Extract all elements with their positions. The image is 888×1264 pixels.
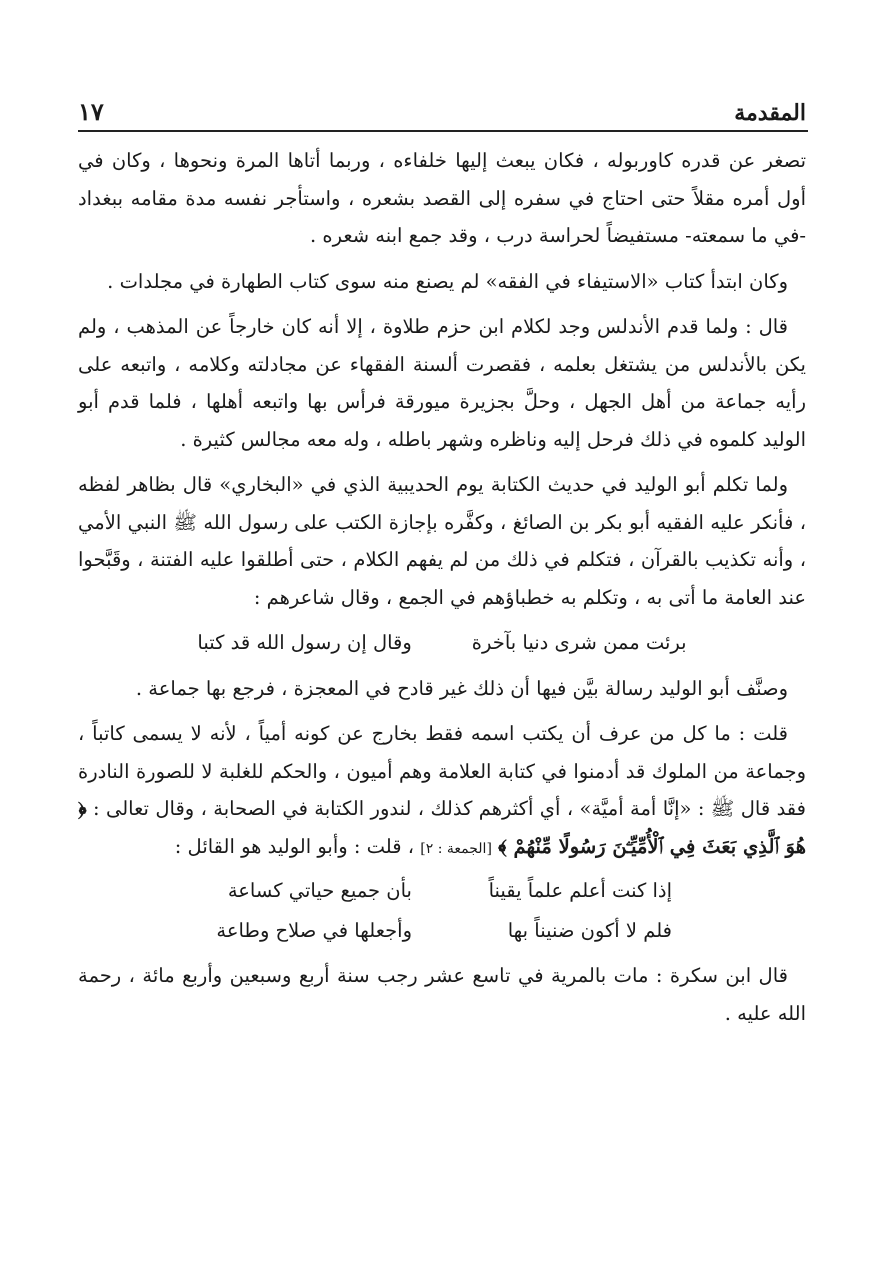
verse-hemistich-right: إذا كنت أعلم علماً يقيناً (488, 879, 672, 902)
verse-hemistich-right: برئت ممن شرى دنيا بآخرة (471, 631, 687, 654)
verse-hemistich-left: بأن جميع حياتي كساعة (227, 879, 412, 902)
paragraph: ولما تكلم أبو الوليد في حديث الكتابة يوم الحديبية الذي في «البخاري» قال بظاهر لفظه ، فأنكر عليه الفقيه أبو بكر بن الصائغ ، وكفَّره بإجازة الكتب على رسول الله ﷺ النبي الأمي ، وأنه تكذيب بالقرآن ، فتكلم في ذلك من لم يفهم الكلام ، حتى أطلقوا عليه الفتنة ، وقَبَّحوا عند العامة ما أتى به ، وتكلم به خطباؤهم في الجمع ، وقال شاعرهم : (78, 473, 806, 609)
page-number: ١٧ (78, 97, 104, 126)
verse-hemistich-right: فلم لا أكون ضنيناً بها (507, 918, 672, 942)
poem-verse (78, 912, 806, 950)
verse-hemistich-left: وقال إن رسول الله قد كتبا (197, 631, 412, 654)
quran-verse: ﴿ هُوَ ٱلَّذِي بَعَثَ فِي ٱلْأُمِّيِّـۧنَ رَسُولًا مِّنْهُمْ ﴾ (78, 797, 806, 858)
poem-verse (78, 872, 806, 910)
paragraph: وكان ابتدأ كتاب «الاستيفاء في الفقه» لم يصنع منه سوى كتاب الطهارة في مجلدات . (107, 269, 788, 293)
paragraph: قال ابن سكرة : مات بالمرية في تاسع عشر رجب سنة أربع وسبعين وأربع مائة ، رحمة الله عليه . (78, 964, 806, 1025)
quran-after-text: ، قلت : وأبو الوليد هو القائل : (174, 834, 415, 858)
paragraph-with-quran (78, 715, 806, 868)
paragraph-text: قلت : ما كل من عرف أن يكتب اسمه فقط بخارج عن كونه أمياً ، لأنه لا يسمى كاتباً ، وجماعة من الملوك قد أدمنوا في كتابة العلامة وهم أميون ، والحكم للغلبة لا للصورة النادرة فقد قال ﷺ : «إنَّا أمة أميَّة» ، أي أكثرهم كذلك ، لندور الكتابة في الصحابة ، وقال تعالى : (78, 722, 806, 820)
poem-verse (78, 624, 806, 662)
paragraph: قال : ولما قدم الأندلس وجد لكلام ابن حزم طلاوة ، إلا أنه كان خارجاً عن المذهب ، ولم يكن بالأندلس من يشتغل بعلمه ، فقصرت ألسنة الفقهاء عن مجادلته وكلامه ، واتبعه على رأيه جماعة من أهل الجهل ، وحلَّ بجزيرة ميورقة فرأس بها واتبعه أهلها ، فلما قدم أبو الوليد كلموه في ذلك فرحل إليه وناظره وشهر باطله ، وله معه مجالس كثيرة . (78, 315, 806, 451)
header-rule (78, 130, 808, 132)
running-title: المقدمة (734, 100, 806, 126)
verse-hemistich-left: وأجعلها في صلاح وطاعة (216, 918, 412, 942)
paragraph: تصغر عن قدره كاوربوله ، فكان يبعث إليها خلفاءه ، وربما أتاها المرة ونحوها ، وكان في أول أمره مقلاً حتى احتاج في سفره إلى القصد بشعره ، واستأجر نفسه مدة مقامه ببغداد -في ما سمعته- مستفيضاً لحراسة درب ، وقد جمع ابنه شعره . (78, 149, 806, 247)
quran-reference: [الجمعة : ٢] (420, 840, 492, 857)
paragraph: وصنَّف أبو الوليد رسالة بيَّن فيها أن ذلك غير قادح في المعجزة ، فرجع بها جماعة . (135, 676, 788, 700)
page-header (78, 96, 806, 126)
page-body (78, 142, 806, 1040)
